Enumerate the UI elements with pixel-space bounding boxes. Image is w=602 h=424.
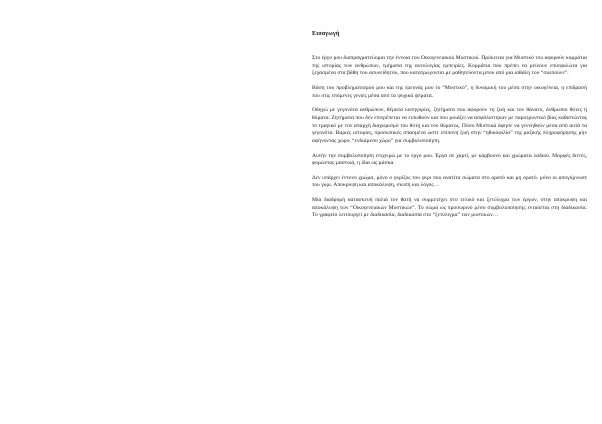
document-title: Εισαγωγή [312, 30, 340, 37]
paragraph-6: Μια διαδρομή κατασκευή παλιά τον θατή να συμμετέχει στο τελικό και ξετύλιγμα των έργων, στην αποκρυψη και αποκάλυψη των “Οικογενειακών Μυστικών”. Το σώμα ως προσωρινό μέσο συμβολοποίησης ενταύεται στη διαδικασία. Το γραφείο λειτουργεί με διαδικασία, διαδικασία στο “ξετύλιγμα” των μυστικών… [312, 197, 587, 219]
paragraph-2: Βάση του προβληματισμού μου και της έρευνάς μου το “Μυστικό”, η δυναμική του μέσα στην οικογένεια, η επίδρασή του στις επόμενες γενιές μέσα από τα ψυχικά ψέματα. [312, 84, 587, 99]
paragraph-3: Οδηγώ με γεγονότα ανθρώπων, θέματα κατηγορίες, ζητήματα που αφορούν τη ζωή και τον θάνατο, άνθρωποι θύτες ή θύματα. Ζητήματα που δεν επιτρέπεται να ειπωθούν και που μοιάζει να ασφάλιστηκαν με παροτρυντικό βίας καθιστώντας το τραγικό με τον απαρχή διαχωρισμό του θύτη και του θύματος. Πόσο Μυστικά άφησε να γεννηθούν μέσα από αυτά τα γεγονότα. Βαριές ιστορίες, προσωπικές σπασμένα ώστε επίπονη ζωή στην “ηθικοφιλία” της μαζικής πληροφόρησης μην αφήνοντας χώρο, “ενδιάμεσο χώρο” για συμβολοποίηση. [312, 107, 587, 144]
paragraph-1: Στο έργο μου διαπραγματεύομαι την έννοια του Οικογενειακού Μυστικού. Πρόκειται για Μυστικό του αφορούν κομμάτια της ιστορίας των ανθρώπων, τμήματα της αυτολογίας εμπειρίες. Κομμάτια που πρέπει να μείνουν επισφαλώτα για ξεχασμένα στα βάθη του ασυνείδητου, που κατατρώγονται με μαθητεύοντα μπου από μια αιθάλη του “σιωπούνε”. [312, 55, 587, 77]
document-body [312, 55, 587, 227]
paragraph-5: Δεν υπάρχει έντονο χρώμα, μόνο ο γκρίζος του γκρι που ανατίτα σώματα στο ορατό και μη ορατό. μόνο οι απογύμνωσε του γκρι. Αποκρυψη και αποκάλυψη, σιωπή και λόγος… [312, 174, 587, 189]
paragraph-4: Αυτήν την συμβολοποίηση επιχειρώ με το έργο μου. Έργα σε χαρτί, με κάρβουνο και χρώματα λαδιού. Μορφές διττές, φορώντας μαστοιά, η ίδια ως μάσκα. [312, 152, 587, 167]
